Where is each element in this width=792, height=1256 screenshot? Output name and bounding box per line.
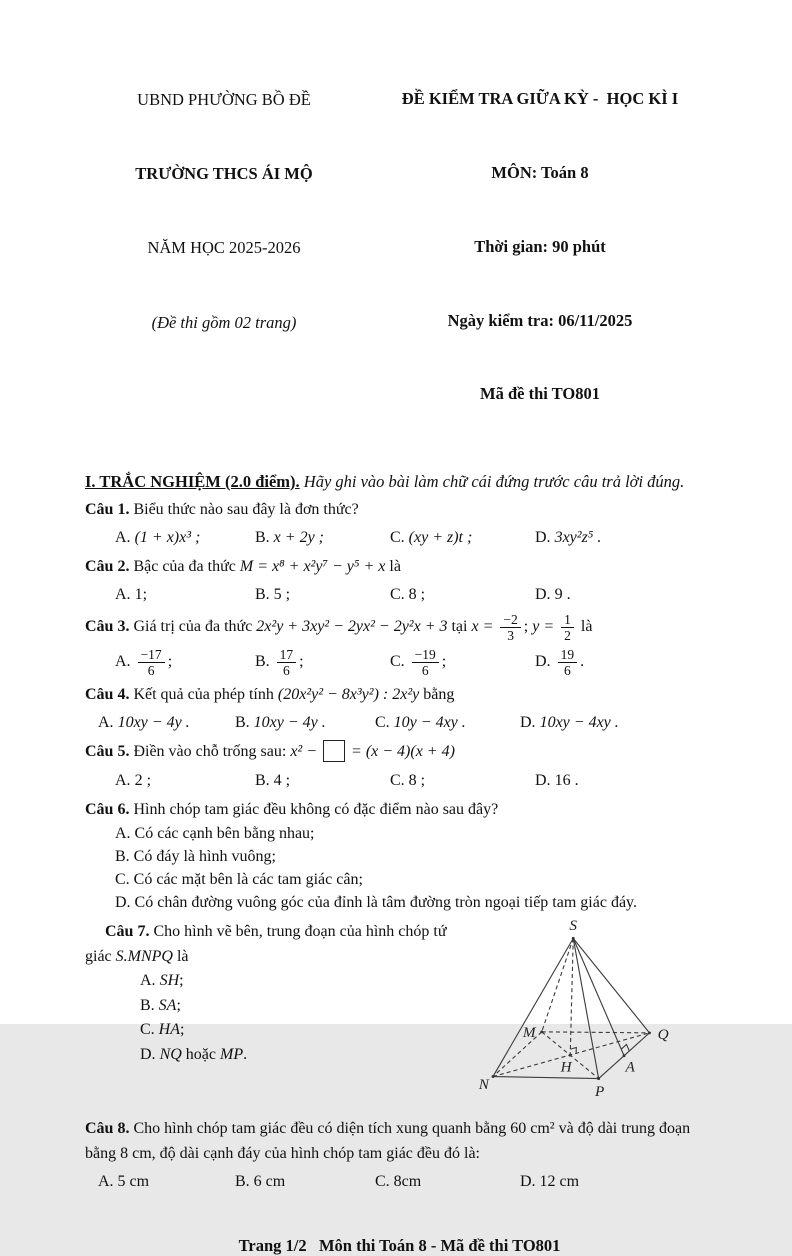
- exam-header: [85, 38, 714, 456]
- pyramid-name: S.MNPQ: [115, 947, 173, 965]
- section-1-heading: [85, 471, 714, 493]
- question-6: [85, 798, 714, 914]
- question-8-stem: Câu 8. Cho hình chóp tam giác đều có diện tích xung quanh bằng 60 cm² và độ dài trung đoạn bằng 8 cm, độ dài cạnh đáy của hình chóp tam giác đều đó là:: [85, 1120, 691, 1162]
- option-c: C. 8 ;: [390, 772, 426, 790]
- vertex-label-h: H: [560, 1058, 572, 1076]
- question-6-stem: Câu 6. Hình chóp tam giác đều không có đặc điểm nào sau đây?: [85, 801, 499, 819]
- question-7-stem-line1: Câu 7. Cho hình vẽ bên, trung đoạn của hình chóp tứ: [105, 923, 447, 941]
- option-a: A. Có các cạnh bên bằng nhau;: [115, 825, 315, 843]
- pyramid-svg: [464, 916, 714, 1104]
- option-d: D. Có chân đường vuông góc của đỉnh là tâm đường tròn ngoại tiếp tam giác đáy.: [115, 894, 637, 912]
- option-b: B. SA;: [140, 996, 181, 1014]
- section-1-title: I. TRẮC NGHIỆM (2.0 điểm).: [85, 472, 300, 492]
- option-b: B. $\frac{17}{6}$ ;: [255, 647, 304, 679]
- option-b: B. 6 cm: [235, 1173, 286, 1191]
- vertex-label-a: A: [625, 1058, 635, 1076]
- question-5: [85, 740, 714, 793]
- option-a: A. 1;: [115, 586, 148, 604]
- question-7: [85, 917, 714, 1109]
- exam-subject: MÔN: Toán 8: [491, 162, 589, 182]
- option-c: C. Có các mặt bên là các tam giác cân;: [115, 871, 363, 889]
- page-count-note: (Đề thi gồm 02 trang): [151, 312, 297, 332]
- option-a: A. (1 + x)x³ ;: [115, 529, 201, 547]
- question-7-stem-line2: giác S.MNPQ là: [85, 947, 189, 965]
- y-value-fraction: $\frac{1}{2}$: [561, 612, 574, 643]
- org-name: UBND PHƯỜNG BỒ ĐỀ: [137, 89, 311, 109]
- question-1-stem: Câu 1. Biểu thức nào sau đây là đơn thức?: [85, 501, 359, 519]
- option-d: D. 9 .: [535, 586, 571, 604]
- pyramid-figure: [464, 916, 714, 1109]
- section-1-instruction: Hãy ghi vào bài làm chữ cái đứng trước câu trả lời đúng.: [303, 472, 685, 492]
- option-d: D. NQ hoặc MP.: [140, 1045, 248, 1063]
- exam-duration: Thời gian: 90 phút: [474, 236, 606, 256]
- blank-box: [323, 740, 345, 762]
- question-3-options: [85, 647, 714, 678]
- question-5-stem: Câu 5. Điền vào chỗ trống sau: x² − = (x − 4)(x + 4): [85, 740, 714, 765]
- option-b: B. x + 2y ;: [255, 529, 324, 547]
- vertex-label-n: N: [478, 1075, 489, 1093]
- question-4-options: [85, 711, 714, 735]
- question-3-polynomial: 2x²y + 3xy² − 2yx² − 2y²x + 3: [256, 618, 448, 636]
- exam-title: ĐỀ KIỂM TRA GIỮA KỲ - HỌC KÌ I: [401, 89, 679, 109]
- option-d: D. 12 cm: [520, 1173, 580, 1191]
- vertex-label-m: M: [522, 1024, 536, 1042]
- school-block: [85, 38, 363, 456]
- question-1-options: [85, 526, 714, 550]
- exam-date: Ngày kiểm tra: 06/11/2025: [447, 310, 633, 330]
- question-7-options: [105, 969, 464, 1067]
- question-4: [85, 683, 714, 735]
- option-d: D. $\frac{19}{6}$ .: [535, 647, 585, 679]
- option-c: C. 10y − 4xy .: [375, 714, 466, 732]
- option-a: A. SH;: [140, 972, 184, 990]
- question-4-stem: Câu 4. Kết quả của phép tính (20x²y² − 8x³y²) : 2x²y bằng: [85, 686, 455, 704]
- question-7-text: [85, 920, 464, 1109]
- option-c: C. $\frac{-19}{6}$ ;: [390, 647, 447, 679]
- option-c: C. 8 ;: [390, 586, 426, 604]
- option-d: D. 3xy²z⁵ .: [535, 529, 602, 547]
- question-2-options: [85, 583, 714, 607]
- question-3: [85, 612, 714, 678]
- question-8-options: [85, 1170, 725, 1194]
- option-a: A. $\frac{-17}{6}$ ;: [115, 647, 173, 679]
- option-b: B. 5 ;: [255, 586, 291, 604]
- option-a: A. 5 cm: [98, 1173, 150, 1191]
- question-2-formula: M = x⁸ + x²y⁷ − y⁵ + x: [239, 558, 386, 576]
- x-value-fraction: $\frac{-2}{3}$: [500, 612, 520, 643]
- option-c: C. 8cm: [375, 1173, 422, 1191]
- option-b: B. Có đáy là hình vuông;: [115, 848, 276, 866]
- school-name: TRƯỜNG THCS ÁI MỘ: [135, 163, 313, 183]
- right-angle-mark-a: [621, 1045, 629, 1052]
- question-1: [85, 498, 714, 550]
- option-c: C. (xy + z)t ;: [390, 529, 473, 547]
- school-year: NĂM HỌC 2025-2026: [147, 238, 301, 258]
- option-a: A. 2 ;: [115, 772, 152, 790]
- question-3-stem: Câu 3. Giá trị của đa thức 2x²y + 3xy² − 2yx² − 2y²x + 3 tại x = $\frac{-2}{3}$ ; y = $\frac{1}{2}$ là: [85, 612, 593, 644]
- option-a: A. 10xy − 4y .: [98, 714, 190, 732]
- exam-title-block: [366, 38, 714, 456]
- question-4-expression: (20x²y² − 8x³y²) : 2x²y: [277, 686, 420, 704]
- right-angle-mark-h: [570, 1048, 576, 1054]
- exam-code: Mã đề thi TO801: [480, 384, 600, 404]
- option-b: B. 10xy − 4y .: [235, 714, 326, 732]
- page-footer: Trang 1/2 Môn thi Toán 8 - Mã đề thi TO801: [238, 1236, 561, 1256]
- vertex-label-s: S: [569, 917, 578, 935]
- vertex-label-q: Q: [657, 1026, 669, 1044]
- question-2-stem: Câu 2. Bậc của đa thức M = x⁸ + x²y⁷ − y⁵ + x là: [85, 558, 401, 576]
- option-c: C. HA;: [140, 1021, 185, 1039]
- vertex-label-p: P: [595, 1082, 605, 1100]
- question-5-options: [85, 769, 714, 793]
- option-d: D. 16 .: [535, 772, 579, 790]
- question-8: [85, 1117, 725, 1194]
- question-2: [85, 555, 714, 607]
- option-d: D. 10xy − 4xy .: [520, 714, 619, 732]
- option-b: B. 4 ;: [255, 772, 291, 790]
